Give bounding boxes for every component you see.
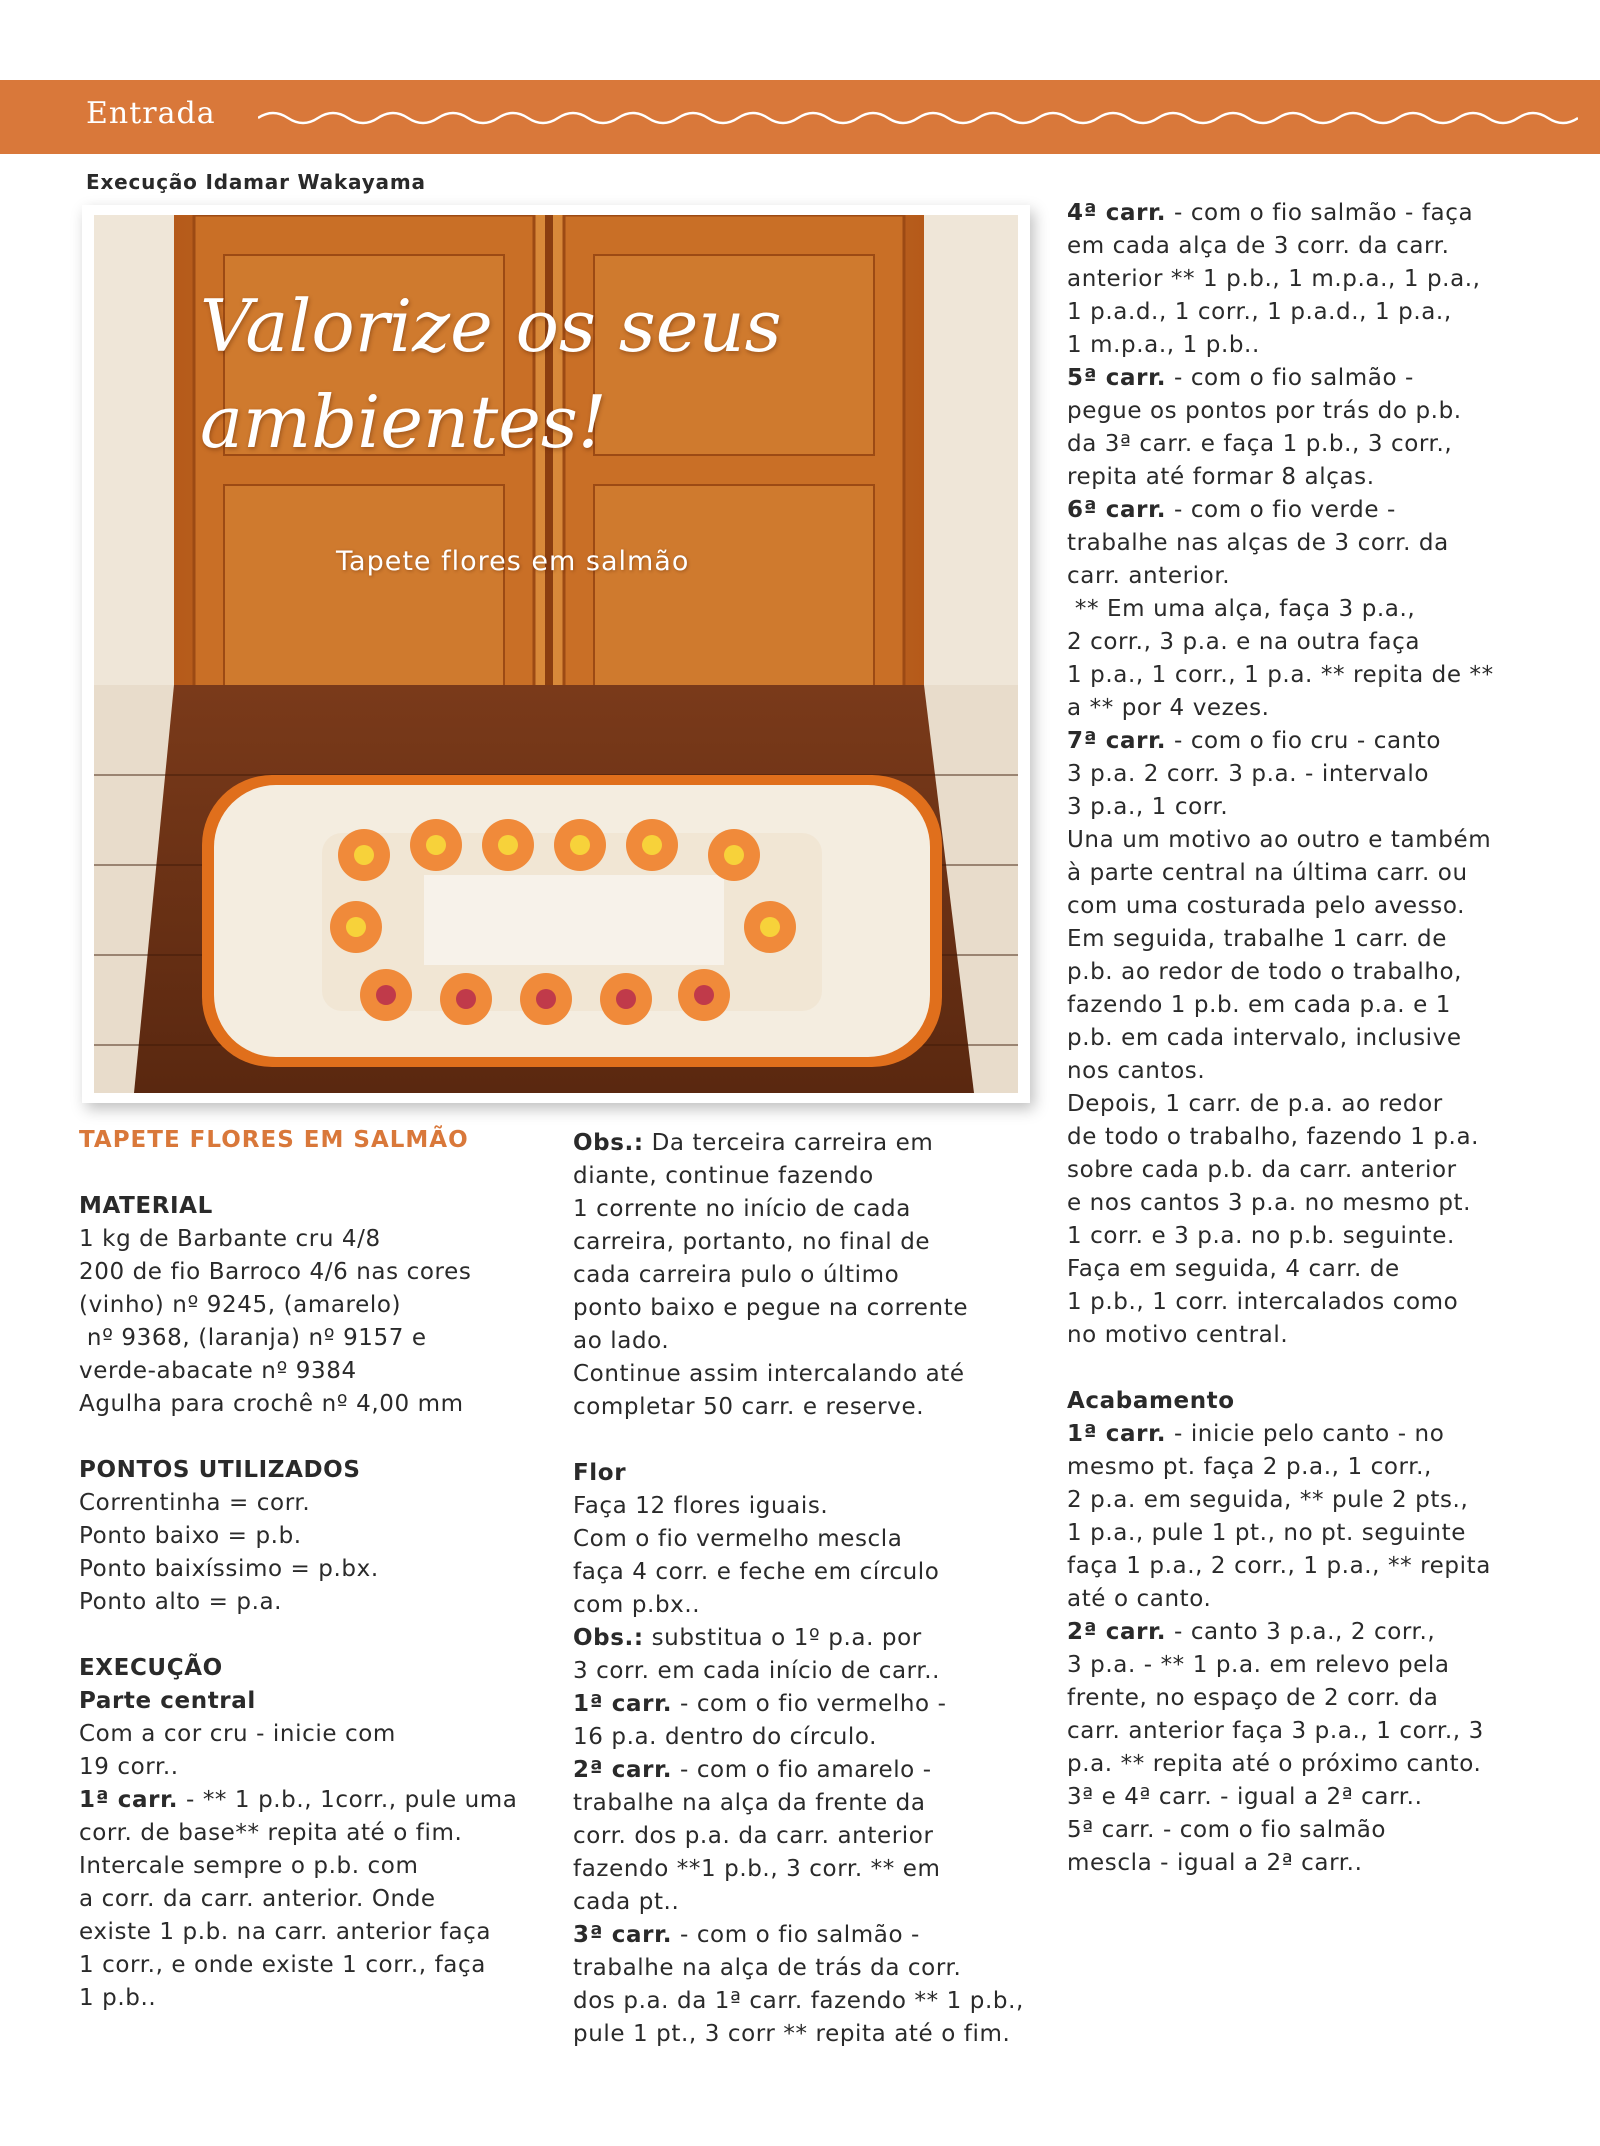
body-line: 1 p.a., 1 corr., 1 p.a. ** repita de ** (1067, 662, 1494, 688)
material-line: 1 kg de Barbante cru 4/8 (79, 1226, 381, 1252)
body-line: Depois, 1 carr. de p.a. ao redor (1067, 1091, 1443, 1117)
material-line: verde-abacate nº 9384 (79, 1358, 357, 1384)
body-line: até o canto. (1067, 1586, 1212, 1612)
body-line: Faça em seguida, 4 carr. de (1067, 1256, 1400, 1282)
body-line: Intercale sempre o p.b. com (79, 1853, 419, 1879)
body-line: pegue os pontos por trás do p.b. (1067, 398, 1462, 424)
body-line: p.b. ao redor de todo o trabalho, (1067, 959, 1463, 985)
body-line: nos cantos. (1067, 1058, 1206, 1084)
body-line: a corr. da carr. anterior. Onde (79, 1886, 436, 1912)
body-line: 19 corr.. (79, 1754, 179, 1780)
material-heading: MATERIAL (79, 1193, 213, 1219)
body-line: 3 p.a., 1 corr. (1067, 794, 1229, 820)
body-line: corr. dos p.a. da carr. anterior (573, 1823, 934, 1849)
body-line: 3 corr. em cada início de carr.. (573, 1658, 941, 1684)
body-line: 1 corr., e onde existe 1 corr., faça (79, 1952, 486, 1978)
row-instruction: 6ª carr. - com o fio verde - (1067, 497, 1396, 523)
body-line: da 3ª carr. e faça 1 p.b., 3 corr., (1067, 431, 1453, 457)
body-line: p.a. ** repita até o próximo canto. (1067, 1751, 1482, 1777)
row-instruction: 2ª carr. - com o fio amarelo - (573, 1757, 932, 1783)
body-line: trabalhe na alça de trás da corr. (573, 1955, 962, 1981)
execution-heading: EXECUÇÃO (79, 1655, 223, 1681)
body-line: Com o fio vermelho mescla (573, 1526, 903, 1552)
body-line: sobre cada p.b. da carr. anterior (1067, 1157, 1457, 1183)
body-line: pule 1 pt., 3 corr ** repita até o fim. (573, 2021, 1011, 2047)
row-instruction: 1ª carr. - com o fio vermelho - (573, 1691, 947, 1717)
body-line: com p.bx.. (573, 1592, 701, 1618)
body-line: existe 1 p.b. na carr. anterior faça (79, 1919, 492, 1945)
central-part-heading: Parte central (79, 1688, 256, 1714)
stitch-line: Ponto alto = p.a. (79, 1589, 283, 1615)
body-line: 2 corr., 3 p.a. e na outra faça (1067, 629, 1421, 655)
stitches-heading: PONTOS UTILIZADOS (79, 1457, 361, 1483)
body-line: carr. anterior faça 3 p.a., 1 corr., 3 (1067, 1718, 1484, 1744)
body-line: ao lado. (573, 1328, 670, 1354)
row-instruction: 1ª carr. - ** 1 p.b., 1corr., pule uma (79, 1787, 518, 1813)
body-line: Em seguida, trabalhe 1 carr. de (1067, 926, 1448, 952)
row-instruction: 5ª carr. - com o fio salmão - (1067, 365, 1414, 391)
body-line: 1 p.b.. (79, 1985, 157, 2011)
body-line: fazendo 1 p.b. em cada p.a. e 1 (1067, 992, 1451, 1018)
body-line: diante, continue fazendo (573, 1163, 874, 1189)
body-line: 1 m.p.a., 1 p.b.. (1067, 332, 1260, 358)
photo-headline (200, 278, 960, 470)
body-line: Com a cor cru - inicie com (79, 1721, 396, 1747)
body-line: 2 p.a. em seguida, ** pule 2 pts., (1067, 1487, 1469, 1513)
note-line: Obs.: Da terceira carreira em (573, 1130, 934, 1156)
row-label: 1ª carr. (79, 1787, 179, 1813)
body-line: 5ª carr. - com o fio salmão (1067, 1817, 1387, 1843)
material-line: Agulha para crochê nº 4,00 mm (79, 1391, 464, 1417)
body-line: fazendo **1 p.b., 3 corr. ** em (573, 1856, 941, 1882)
body-line: e nos cantos 3 p.a. no mesmo pt. (1067, 1190, 1472, 1216)
body-line: carreira, portanto, no final de (573, 1229, 931, 1255)
body-line: cada carreira pulo o último (573, 1262, 900, 1288)
body-line: trabalhe na alça da frente da (573, 1790, 926, 1816)
body-line: anterior ** 1 p.b., 1 m.p.a., 1 p.a., (1067, 266, 1481, 292)
section-title: Entrada (86, 96, 216, 131)
body-line: no motivo central. (1067, 1322, 1289, 1348)
finishing-heading: Acabamento (1067, 1388, 1235, 1414)
body-line: 3ª e 4ª carr. - igual a 2ª carr.. (1067, 1784, 1423, 1810)
body-line: cada pt.. (573, 1889, 680, 1915)
body-line: em cada alça de 3 corr. da carr. (1067, 233, 1450, 259)
column-1 (79, 1124, 559, 2015)
body-line: dos p.a. da 1ª carr. fazendo ** 1 p.b., (573, 1988, 1024, 2014)
body-line: corr. de base** repita até o fim. (79, 1820, 463, 1846)
body-line: Faça 12 flores iguais. (573, 1493, 829, 1519)
pattern-title: TAPETE FLORES EM SALMÃO (79, 1127, 469, 1153)
body-line: 3 p.a. 2 corr. 3 p.a. - intervalo (1067, 761, 1429, 787)
material-line: (vinho) nº 9245, (amarelo) (79, 1292, 402, 1318)
body-line: carr. anterior. (1067, 563, 1231, 589)
row-instruction: 4ª carr. - com o fio salmão - faça (1067, 200, 1474, 226)
body-line: Continue assim intercalando até (573, 1361, 965, 1387)
stitch-line: Ponto baixo = p.b. (79, 1523, 302, 1549)
body-line: com uma costurada pelo avesso. (1067, 893, 1465, 919)
body-line: à parte central na última carr. ou (1067, 860, 1468, 886)
body-line: 16 p.a. dentro do círculo. (573, 1724, 878, 1750)
headline-line-1: Valorize os seus (200, 284, 782, 368)
wave-ornament (258, 108, 1578, 128)
row-instruction: 2ª carr. - canto 3 p.a., 2 corr., (1067, 1619, 1436, 1645)
stitch-line: Correntinha = corr. (79, 1490, 311, 1516)
body-line: mescla - igual a 2ª carr.. (1067, 1850, 1363, 1876)
photo-subtitle: Tapete flores em salmão (336, 546, 690, 577)
note-line: Obs.: substitua o 1º p.a. por (573, 1625, 922, 1651)
body-line: Una um motivo ao outro e também (1067, 827, 1492, 853)
body-line: faça 1 p.a., 2 corr., 1 p.a., ** repita (1067, 1553, 1491, 1579)
body-line: 1 p.b., 1 corr. intercalados como (1067, 1289, 1459, 1315)
flower-heading: Flor (573, 1460, 627, 1486)
body-line: frente, no espaço de 2 corr. da (1067, 1685, 1439, 1711)
body-line: 3 p.a. - ** 1 p.a. em relevo pela (1067, 1652, 1450, 1678)
body-line: ponto baixo e pegue na corrente (573, 1295, 969, 1321)
body-line: 1 corrente no início de cada (573, 1196, 911, 1222)
body-line: 1 corr. e 3 p.a. no p.b. seguinte. (1067, 1223, 1455, 1249)
body-line: faça 4 corr. e feche em círculo (573, 1559, 940, 1585)
body-line: repita até formar 8 alças. (1067, 464, 1375, 490)
material-line: 200 de fio Barroco 4/6 nas cores (79, 1259, 472, 1285)
body-line: 1 p.a.d., 1 corr., 1 p.a.d., 1 p.a., (1067, 299, 1452, 325)
headline-line-2: ambientes! (200, 380, 607, 464)
body-line: 1 p.a., pule 1 pt., no pt. seguinte (1067, 1520, 1467, 1546)
body-line: a ** por 4 vezes. (1067, 695, 1270, 721)
material-line: nº 9368, (laranja) nº 9157 e (79, 1325, 427, 1351)
body-line: mesmo pt. faça 2 p.a., 1 corr., (1067, 1454, 1432, 1480)
column-2 (573, 1127, 1053, 2051)
credit-line: Execução Idamar Wakayama (86, 170, 426, 194)
stitch-line: Ponto baixíssimo = p.bx. (79, 1556, 379, 1582)
body-line: trabalhe nas alças de 3 corr. da (1067, 530, 1449, 556)
column-3 (1067, 197, 1567, 1880)
body-line: de todo o trabalho, fazendo 1 p.a. (1067, 1124, 1480, 1150)
row-instruction: 1ª carr. - inicie pelo canto - no (1067, 1421, 1445, 1447)
body-line: p.b. em cada intervalo, inclusive (1067, 1025, 1462, 1051)
row-instruction: 3ª carr. - com o fio salmão - (573, 1922, 920, 1948)
body-line: completar 50 carr. e reserve. (573, 1394, 925, 1420)
body-line: ** Em uma alça, faça 3 p.a., (1067, 596, 1416, 622)
row-instruction: 7ª carr. - com o fio cru - canto (1067, 728, 1442, 754)
